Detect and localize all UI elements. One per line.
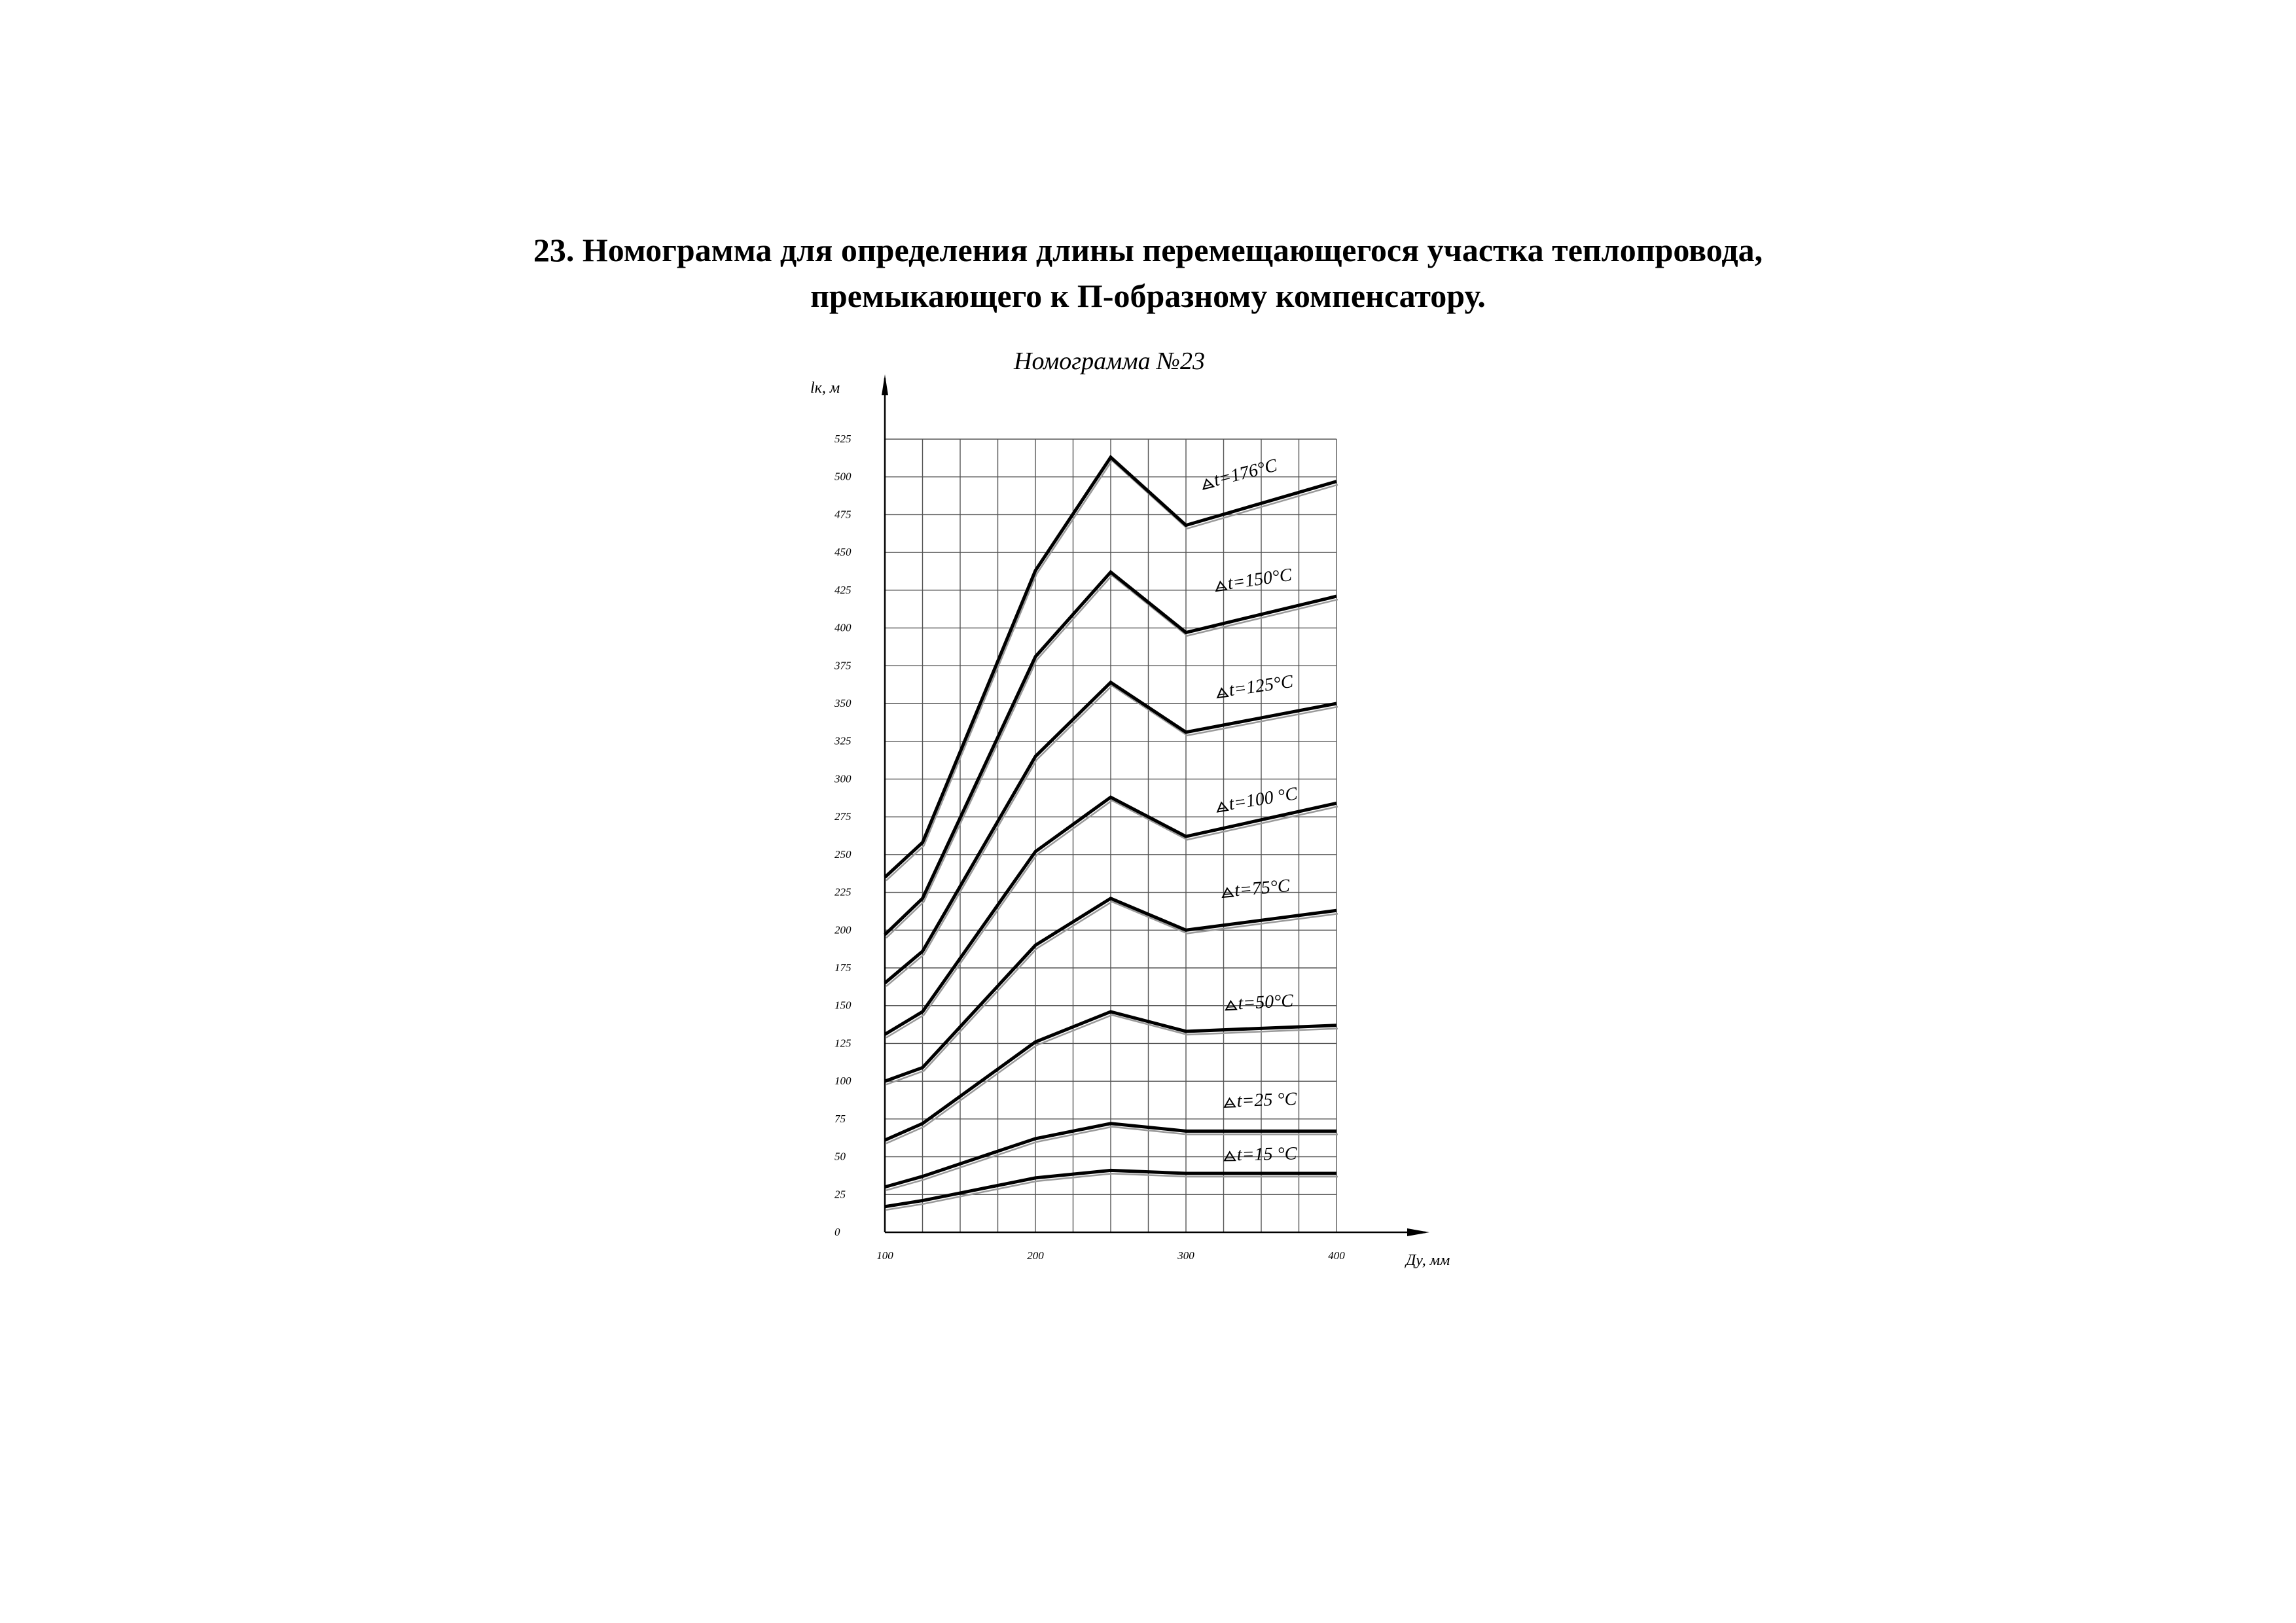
x-axis-arrow: [1407, 1228, 1429, 1236]
y-tick-label: 0: [834, 1226, 840, 1238]
chart-axes: [882, 374, 1429, 1236]
series-label-text: t=75°C: [1233, 875, 1291, 901]
x-axis-label: Ду, мм: [1406, 1252, 1450, 1269]
y-tick-label: 250: [834, 847, 852, 861]
y-axis-label: lк, м: [810, 380, 840, 397]
triangle-marker-bar: [1224, 894, 1232, 895]
series-label-text: t=25 °C: [1236, 1088, 1297, 1112]
y-axis-arrow: [882, 374, 888, 395]
x-tick-label: 300: [1177, 1249, 1194, 1262]
y-tick-label: 400: [834, 621, 852, 634]
y-tick-label: 50: [834, 1150, 846, 1163]
triangle-marker-icon: [1225, 1152, 1235, 1160]
triangle-marker-icon: [1216, 688, 1228, 698]
series-label: [1221, 876, 1291, 902]
triangle-marker-icon: [1215, 581, 1227, 591]
triangle-marker-icon: [1216, 802, 1228, 812]
x-tick-label: 100: [876, 1249, 893, 1262]
y-tick-label: 525: [834, 433, 852, 445]
y-tick-label: 350: [834, 697, 852, 709]
y-tick-label: 300: [834, 772, 852, 785]
y-tick-label: 225: [834, 885, 852, 899]
series-label-text: t=15 °C: [1236, 1143, 1297, 1166]
chart-series-labels: [1200, 455, 1299, 1166]
y-tick-label: 150: [834, 999, 852, 1012]
y-tick-label: 175: [834, 961, 852, 974]
series-label: [1215, 783, 1299, 816]
y-tick-label: 100: [834, 1075, 852, 1088]
series-label: [1224, 1089, 1297, 1112]
series-label-text: t=176°C: [1211, 455, 1280, 491]
y-tick-label: 125: [834, 1037, 852, 1050]
chart-tick-labels: [834, 433, 1345, 1262]
x-tick-label: 400: [1328, 1249, 1345, 1262]
series-label: [1214, 565, 1293, 596]
y-tick-label: 375: [834, 659, 852, 672]
y-tick-label: 500: [834, 470, 852, 483]
y-tick-label: 450: [834, 546, 852, 559]
y-tick-label: 200: [834, 923, 852, 936]
series-line-shadow: [886, 1173, 1338, 1209]
series-label: [1225, 991, 1294, 1014]
series-label: [1225, 1143, 1297, 1165]
series-label: [1200, 455, 1280, 494]
triangle-marker-icon: [1225, 1098, 1235, 1107]
y-tick-label: 325: [834, 734, 852, 747]
series-label-text: t=150°C: [1226, 564, 1293, 594]
y-tick-label: 25: [834, 1188, 846, 1201]
triangle-marker-icon: [1202, 478, 1214, 489]
series-label-text: t=100 °C: [1227, 783, 1299, 815]
page-title-line-1: 23. Номограмма для определения длины перемещающегося участка теплопровода,: [533, 232, 1763, 268]
y-tick-label: 425: [834, 583, 852, 596]
y-tick-label: 275: [834, 810, 852, 823]
x-tick-label: 200: [1027, 1249, 1044, 1262]
page-title-line-2: премыкающего к П-образному компенсатору.: [810, 277, 1486, 314]
y-tick-label: 475: [834, 508, 852, 521]
y-tick-label: 75: [834, 1112, 846, 1125]
series-label-text: t=125°C: [1227, 671, 1295, 701]
series-label: [1215, 671, 1295, 702]
series-label-text: t=50°C: [1237, 990, 1294, 1014]
chart-subtitle: Номограмма №23: [1014, 348, 1205, 375]
